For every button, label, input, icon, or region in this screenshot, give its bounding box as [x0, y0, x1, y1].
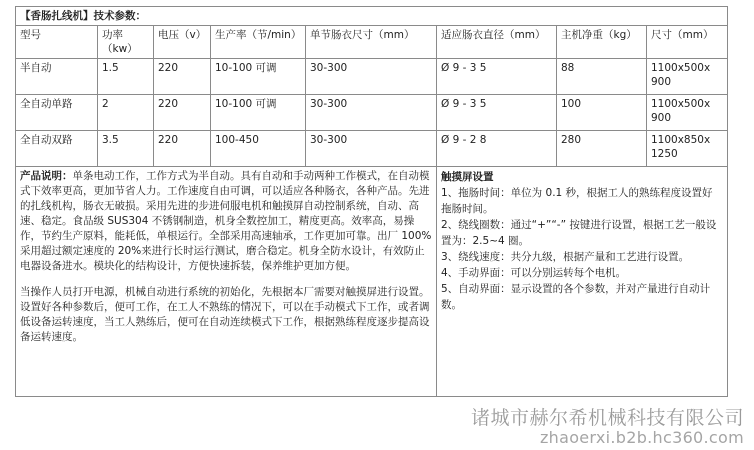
- model-cell: 全自动单路: [16, 95, 98, 131]
- power-cell: 3.5: [98, 131, 154, 167]
- casing-size-cell: 30-300: [306, 131, 437, 167]
- rate-cell: 10-100 可调: [211, 59, 306, 95]
- touchscreen-item: 5、自动界面：显示设置的各个参数，并对产量进行自动计数。: [441, 283, 711, 311]
- power-cell: 1.5: [98, 59, 154, 95]
- weight-cell: 280: [557, 131, 647, 167]
- casing-diameter-cell: Ø 9 - 2 8: [437, 131, 557, 167]
- product-paragraph-1: [20, 169, 432, 274]
- dimension-cell: 1100x850x 1250: [647, 131, 728, 167]
- rate-cell: 10-100 可调: [211, 95, 306, 131]
- touchscreen-item: 2、绕线圈数：通过“+”“-” 按键进行设置，根据工艺一般设置为：2.5~4 圈。: [441, 219, 717, 247]
- voltage-cell: 220: [154, 95, 211, 131]
- product-label: 产品说明：: [20, 170, 73, 182]
- description-row: [16, 167, 728, 397]
- touchscreen-item: 4、手动界面：可以分别运转每个电机。: [441, 267, 627, 279]
- spec-table: [15, 6, 728, 397]
- product-text-2: 当操作人员打开电源，机械自动进行系统的初始化，先根据本厂需要对触摸屏进行设置。设置好各种参数后，便可工作，在工人不熟练的情况下，可以在手动模式下工作，或者调低设备运转速度，当工人熟练后，便可在自动连续模式下工作，根据熟练程度逐步提高设备运转速度。: [20, 286, 430, 343]
- casing-size-cell: 30-300: [306, 59, 437, 95]
- model-cell: 全自动双路: [16, 131, 98, 167]
- casing-size-cell: 30-300: [306, 95, 437, 131]
- header-cell: 功率（kw）: [98, 26, 154, 59]
- rate-cell: 100-450: [211, 131, 306, 167]
- site-watermark: zhaoerxi.b2b.hc360.com: [539, 428, 744, 447]
- touchscreen-heading: 触摸屏设置: [441, 171, 494, 183]
- table-row: [16, 131, 728, 167]
- header-cell: 主机净重（kg）: [557, 26, 647, 59]
- table-row: [16, 59, 728, 95]
- voltage-cell: 220: [154, 59, 211, 95]
- model-cell: 半自动: [16, 59, 98, 95]
- header-cell: 单节肠衣尺寸（mm）: [306, 26, 437, 59]
- header-cell: 生产率（节/min）: [211, 26, 306, 59]
- header-cell: 尺寸（mm）: [647, 26, 728, 59]
- spec-sheet: [15, 6, 727, 397]
- power-cell: 2: [98, 95, 154, 131]
- product-text-1: 单条电动工作，工作方式为半自动。具有自动和手动两种工作模式，在自动模式下效率更高，更加节省人力。工作速度自由可调，可以适应各种肠衣，各种产品。先进的扎线机构，肠衣无破损。采用先进的步进伺服电机和触摸屏自动控制系统，自动、高速、稳定。食品级 SUS304 不锈钢制造，机身全数控加工，精度更高。效率高，易操作，节约生产原料，能耗低，单根运行。全部采用高速轴承，工作更加可靠。出厂 100%采用超过额定速度的 20%来进行长时运行测试，磨合稳定。机身全防水设计，有效防止电器设备进水。模块化的结构设计，方便快速拆装，保养维护更加方便。: [20, 170, 432, 272]
- weight-cell: 88: [557, 59, 647, 95]
- header-cell: 电压（v）: [154, 26, 211, 59]
- touchscreen-item: 3、绕线速度：共分九级，根据产量和工艺进行设置。: [441, 251, 690, 263]
- weight-cell: 100: [557, 95, 647, 131]
- header-cell: 型号: [16, 26, 98, 59]
- voltage-cell: 220: [154, 131, 211, 167]
- header-row: [16, 26, 728, 59]
- dimension-cell: 1100x500x 900: [647, 59, 728, 95]
- company-watermark: 诸城市赫尔希机械科技有限公司: [470, 407, 744, 429]
- touchscreen-settings: [437, 167, 728, 397]
- table-title: 【香肠扎线机】技术参数：: [16, 7, 728, 26]
- touchscreen-item: 1、拖肠时间：单位为 0.1 秒，根据工人的熟练程度设置好拖肠时间。: [441, 187, 713, 215]
- casing-diameter-cell: Ø 9 - 3 5: [437, 59, 557, 95]
- casing-diameter-cell: Ø 9 - 3 5: [437, 95, 557, 131]
- dimension-cell: 1100x500x 900: [647, 95, 728, 131]
- header-cell: 适应肠衣直径（mm）: [437, 26, 557, 59]
- table-row: [16, 95, 728, 131]
- product-paragraph-2: [20, 285, 432, 345]
- product-description: [16, 167, 437, 397]
